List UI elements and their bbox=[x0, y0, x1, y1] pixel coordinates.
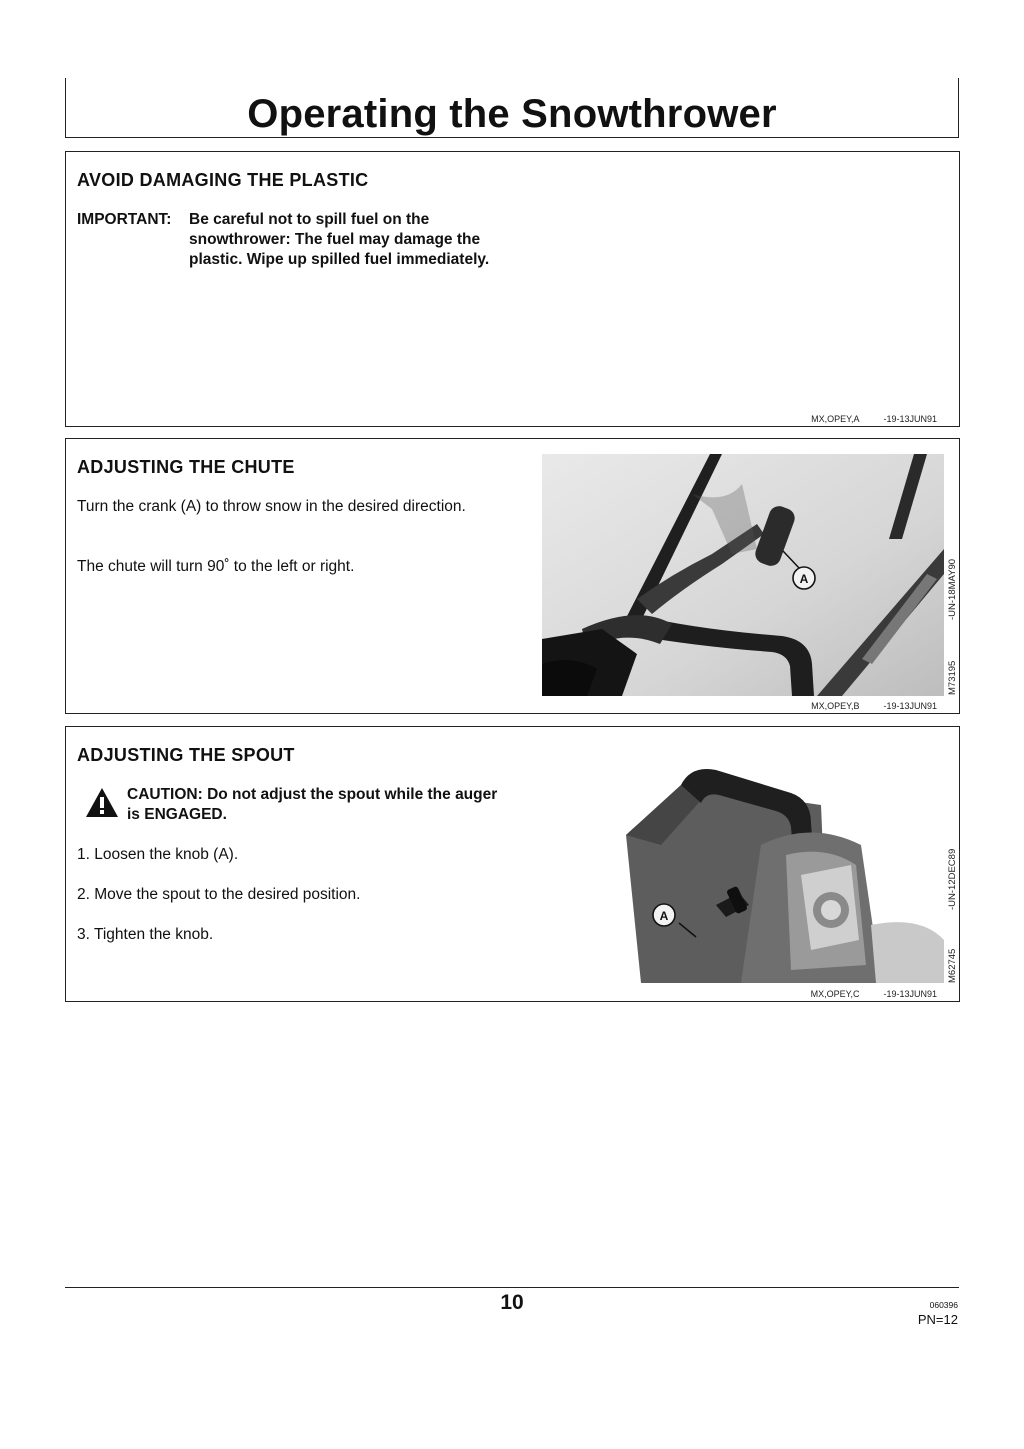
section-title: AVOID DAMAGING THE PLASTIC bbox=[77, 170, 369, 190]
step-item: 3. Tighten the knob. bbox=[77, 926, 214, 943]
section-title: ADJUSTING THE CHUTE bbox=[77, 457, 295, 477]
warning-icon bbox=[85, 787, 119, 819]
image-code-top: -UN-18MAY90 bbox=[947, 558, 958, 620]
section-code-left: MX,OPEY,A bbox=[811, 414, 860, 424]
doc-code: 060396 bbox=[929, 1300, 958, 1310]
footer-rule bbox=[65, 1287, 959, 1288]
paragraph: Turn the crank (A) to throw snow in the desired direction. bbox=[77, 498, 466, 515]
image-code-top: -UN-12DEC89 bbox=[947, 848, 958, 910]
section-code-right: -19-13JUN91 bbox=[883, 989, 937, 999]
step-item: 2. Move the spout to the desired position. bbox=[77, 886, 361, 903]
important-label: IMPORTANT: bbox=[77, 211, 172, 228]
page-number: 10 bbox=[500, 1291, 524, 1314]
important-text: Be careful not to spill fuel on the snowthrower: The fuel may damage the plastic. Wipe up spilled fuel immediately. bbox=[189, 211, 490, 268]
pn-label: PN=12 bbox=[917, 1312, 958, 1327]
page-title-box bbox=[65, 78, 959, 138]
image-code-bottom: M73195 bbox=[947, 660, 958, 695]
paragraph: The chute will turn 90˚ to the left or right. bbox=[77, 558, 355, 575]
section-adjusting-spout bbox=[65, 726, 960, 1002]
step-item: 1. Loosen the knob (A). bbox=[77, 846, 239, 863]
section-title: ADJUSTING THE SPOUT bbox=[77, 745, 295, 765]
caution-text: CAUTION: Do not adjust the spout while the auger is ENGAGED. bbox=[127, 786, 498, 823]
image-code-bottom: M62745 bbox=[947, 948, 958, 983]
section-code bbox=[811, 701, 937, 711]
section-code-left: MX,OPEY,C bbox=[810, 989, 860, 999]
page-title: Operating the Snowthrower bbox=[247, 92, 777, 136]
section-code-right: -19-13JUN91 bbox=[883, 414, 937, 424]
section-code bbox=[811, 989, 937, 999]
section-adjusting-chute bbox=[65, 438, 960, 714]
callout-label: A bbox=[659, 909, 669, 923]
callout-label: A bbox=[799, 572, 809, 586]
section-code-right: -19-13JUN91 bbox=[883, 701, 937, 711]
section-code bbox=[811, 414, 937, 424]
spout-knob-photo bbox=[621, 765, 944, 983]
chute-crank-photo bbox=[542, 454, 944, 696]
section-avoid-damaging-plastic bbox=[65, 151, 960, 427]
section-code-left: MX,OPEY,B bbox=[811, 701, 860, 711]
